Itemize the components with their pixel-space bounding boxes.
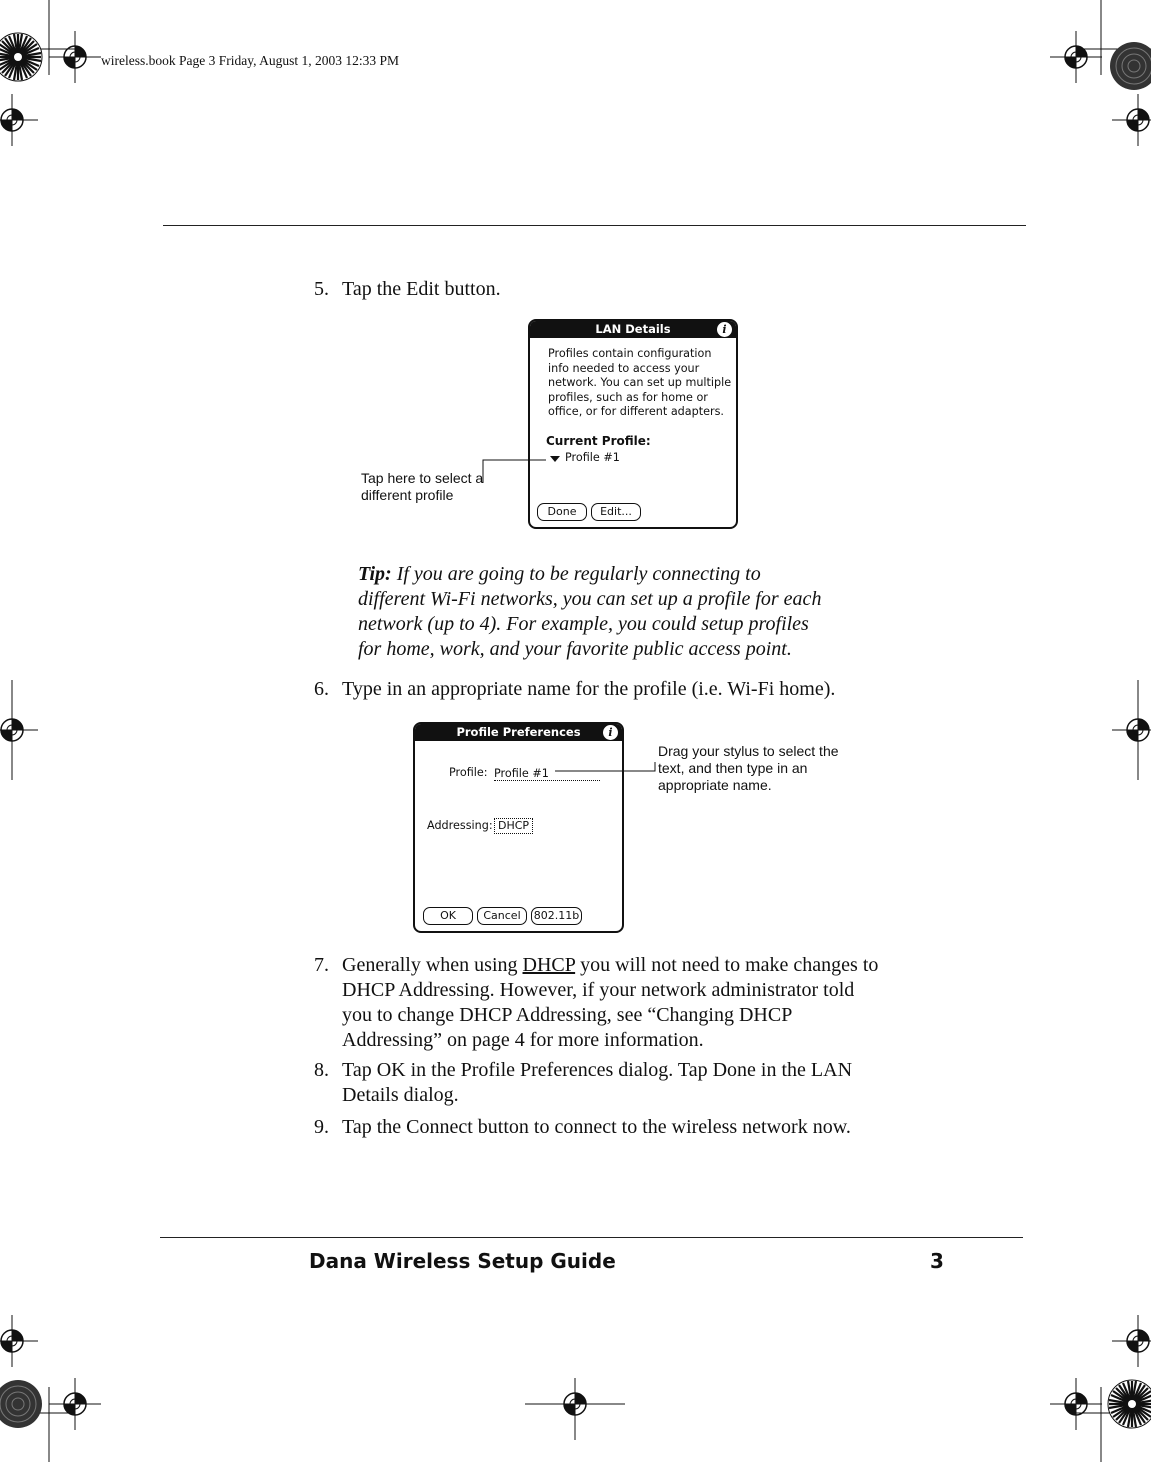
step-line: Addressing” on page 4 for more information. bbox=[342, 1029, 704, 1051]
profile-label: Profile: bbox=[449, 766, 488, 779]
page-number: 3 bbox=[930, 1249, 944, 1273]
tip-paragraph bbox=[358, 562, 821, 662]
callout-line: different profile bbox=[361, 487, 454, 503]
step-line: Details dialog. bbox=[342, 1084, 459, 1106]
pref-callout-leader bbox=[555, 760, 665, 780]
dialog-description bbox=[548, 347, 731, 420]
lan-callout-text bbox=[361, 470, 483, 504]
pref-callout-text bbox=[658, 743, 839, 794]
step-line: Tap OK in the Profile Preferences dialog. Tap Done in the LAN bbox=[342, 1059, 853, 1081]
description-line: info needed to access your bbox=[548, 361, 700, 375]
step-8 bbox=[314, 1058, 974, 1108]
description-line: Profiles contain configuration bbox=[548, 347, 712, 360]
dialog-title-bar bbox=[530, 321, 736, 338]
tip-line bbox=[358, 562, 821, 587]
tip-line: for home, work, and your favorite public access point. bbox=[358, 638, 792, 660]
profile-name-input[interactable]: Profile #1 bbox=[494, 767, 549, 780]
addressing-label: Addressing: bbox=[427, 819, 493, 832]
profile-input-underline bbox=[494, 780, 600, 781]
description-line: network. You can set up multiple bbox=[548, 376, 732, 389]
dhcp-link[interactable]: DHCP bbox=[522, 954, 576, 976]
cancel-button[interactable]: Cancel bbox=[477, 907, 527, 925]
footer-rule bbox=[160, 1237, 1023, 1238]
step-line: DHCP Addressing. However, if your network administrator told bbox=[342, 979, 855, 1001]
step-text bbox=[342, 953, 878, 1053]
callout-line: appropriate name. bbox=[658, 777, 772, 793]
dialog-title: Profile Preferences bbox=[456, 725, 581, 739]
info-icon[interactable]: i bbox=[603, 725, 618, 740]
header-rule bbox=[163, 225, 1026, 226]
step-text: Tap the Edit button. bbox=[342, 278, 501, 300]
callout-line: Tap here to select a bbox=[361, 470, 484, 486]
step-text-fragment: you will not need to make changes to bbox=[575, 954, 879, 976]
tip-line: different Wi-Fi networks, you can set up a profile for each bbox=[358, 588, 822, 610]
lan-callout-leader bbox=[480, 455, 550, 485]
dialog-title-bar bbox=[415, 724, 622, 741]
step-line: you to change DHCP Addressing, see “Changing DHCP bbox=[342, 1004, 793, 1026]
profile-dropdown[interactable]: Profile #1 bbox=[565, 451, 620, 464]
step-number: 5. bbox=[314, 278, 329, 300]
tip-line: network (up to 4). For example, you could setup profiles bbox=[358, 613, 809, 635]
step-number: 6. bbox=[314, 678, 329, 700]
addressing-selector[interactable]: DHCP bbox=[494, 818, 533, 834]
current-profile-label: Current Profile: bbox=[546, 434, 651, 448]
info-icon[interactable]: i bbox=[717, 322, 732, 337]
dialog-title: LAN Details bbox=[595, 322, 671, 336]
step-number: 8. bbox=[314, 1059, 329, 1081]
edit-button[interactable]: Edit... bbox=[591, 503, 641, 521]
wifi-standard-button[interactable]: 802.11b bbox=[531, 907, 582, 925]
callout-line: Drag your stylus to select the bbox=[658, 743, 839, 759]
footer-title: Dana Wireless Setup Guide bbox=[309, 1249, 616, 1273]
description-line: profiles, such as for home or bbox=[548, 390, 708, 404]
step-9 bbox=[314, 1115, 974, 1140]
print-slug: wireless.book Page 3 Friday, August 1, 2003 12:33 PM bbox=[101, 53, 399, 68]
step-text bbox=[342, 1058, 852, 1108]
tip-label: Tip: bbox=[358, 563, 392, 585]
step-text: Tap the Connect button to connect to the wireless network now. bbox=[342, 1116, 851, 1138]
callout-line: text, and then type in an bbox=[658, 760, 808, 776]
step-number: 7. bbox=[314, 954, 329, 976]
done-button[interactable]: Done bbox=[537, 503, 587, 521]
tip-text: If you are going to be regularly connecting to bbox=[391, 563, 761, 585]
step-6 bbox=[314, 677, 954, 702]
step-line bbox=[342, 953, 878, 978]
lan-details-dialog bbox=[528, 319, 738, 529]
dropdown-triangle-icon[interactable] bbox=[550, 456, 560, 462]
step-text: Type in an appropriate name for the profile (i.e. Wi-Fi home). bbox=[342, 678, 836, 700]
step-text-fragment: Generally when using bbox=[342, 954, 523, 976]
step-number: 9. bbox=[314, 1116, 329, 1138]
step-7 bbox=[314, 953, 974, 1053]
description-line: office, or for different adapters. bbox=[548, 405, 724, 418]
step-5 bbox=[314, 277, 954, 302]
profile-preferences-dialog bbox=[413, 722, 624, 933]
ok-button[interactable]: OK bbox=[423, 907, 473, 925]
